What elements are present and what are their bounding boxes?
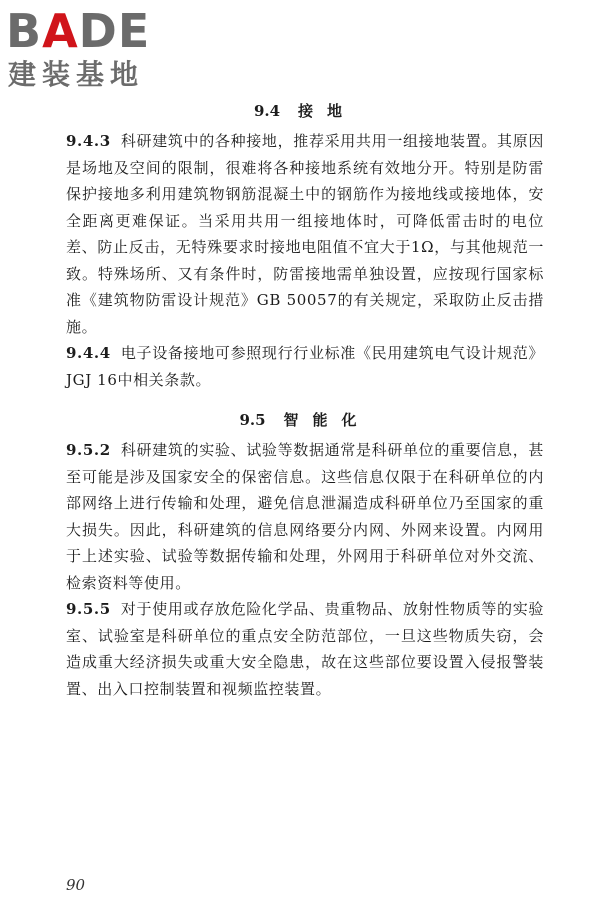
clause-code: 9.5.2 — [66, 441, 111, 459]
section-heading-9-5 — [66, 403, 544, 437]
logo-wordmark — [6, 4, 150, 58]
clause-code: 9.5.5 — [66, 600, 111, 618]
clause-text: 科研建筑的实验、试验等数据通常是科研单位的重要信息，甚至可能是涉及国家安全的保密信息。这些信息仅限于在科研单位的内部网络上进行传输和处理，避免信息泄漏造成科研单位乃至国家的重大损失。因此，科研建筑的信息网络要分内网、外网来设置。内网用于上述实验、试验等数据传输和处理，外网用于科研单位对外交流、检索资料等使用。 — [66, 441, 544, 592]
clause-9-5-5 — [66, 596, 544, 702]
clause-code: 9.4.4 — [66, 344, 111, 362]
clause-9-4-3 — [66, 128, 544, 340]
logo-letter-b: B — [6, 4, 43, 58]
clause-9-5-2 — [66, 437, 544, 596]
brand-logo — [6, 4, 176, 96]
logo-letters-de: DE — [78, 4, 151, 58]
section-number: 9.5 — [239, 411, 266, 429]
logo-letter-a: A — [42, 4, 79, 58]
document-body — [66, 94, 544, 702]
clause-code: 9.4.3 — [66, 132, 111, 150]
clause-text: 电子设备接地可参照现行行业标准《民用建筑电气设计规范》JGJ 16中相关条款。 — [66, 344, 544, 389]
section-heading-9-4 — [66, 94, 544, 128]
clause-text: 科研建筑中的各种接地，推荐采用共用一组接地装置。其原因是场地及空间的限制，很难将各种接地系统有效地分开。特别是防雷保护接地多利用建筑物钢筋混凝土中的钢筋作为接地线或接地体，安全距离更难保证。当采用共用一组接地体时，可降低雷击时的电位差、防止反击，无特殊要求时接地电阻值不宜大于1Ω，与其他规范一致。特殊场所、又有条件时，防雷接地需单独设置，应按现行国家标准《建筑物防雷设计规范》GB 50057的有关规定，采取防止反击措施。 — [66, 132, 544, 336]
section-title: 接地 — [298, 102, 357, 120]
clause-9-4-4 — [66, 340, 544, 393]
section-title: 智能化 — [283, 411, 371, 429]
page-number: 90 — [66, 876, 86, 894]
clause-text: 对于使用或存放危险化学品、贵重物品、放射性物质等的实验室、试验室是科研单位的重点安全防范部位，一旦这些物质失窃，会造成重大经济损失或重大安全隐患，故在这些部位要设置入侵报警装置、出入口控制装置和视频监控装置。 — [66, 600, 544, 698]
section-number: 9.4 — [253, 102, 281, 120]
logo-subtitle: 建装基地 — [8, 58, 145, 91]
